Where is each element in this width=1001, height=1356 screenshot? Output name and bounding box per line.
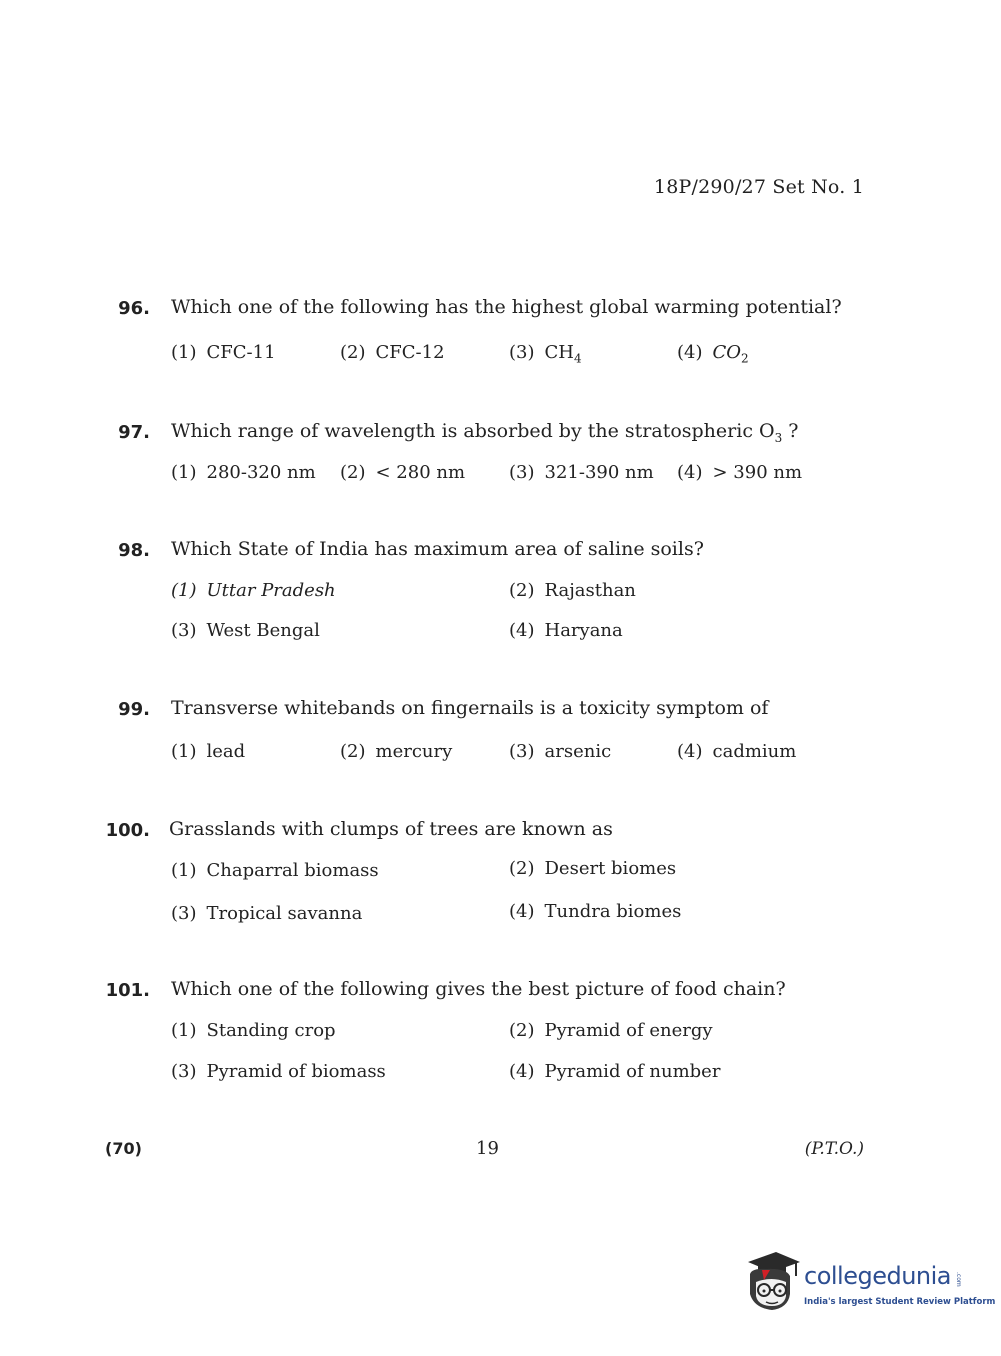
paper-code: 18P/290/27 Set No. 1 [653,176,864,198]
option-1: (1) 280-320 nm [171,462,316,483]
mascot-icon [742,1250,802,1320]
question-number: 98. [118,540,150,561]
collegedunia-logo [742,1250,996,1320]
option-4: (4) > 390 nm [677,462,803,483]
option-2: (2) Desert biomes [509,858,677,879]
option-2: (2) Pyramid of energy [509,1020,713,1041]
option-3: (3) West Bengal [171,620,320,641]
question-number: 99. [118,699,150,720]
option-1: (1) Uttar Pradesh [171,580,336,601]
option-3: (3) 321-390 nm [509,462,654,483]
question-number: 97. [118,422,150,443]
question-text: Which State of India has maximum area of saline soils? [171,538,704,560]
question-text: Transverse whitebands on fingernails is a toxicity symptom of [171,697,769,719]
option-4: (4) Pyramid of number [509,1061,721,1082]
option-1: (1) Standing crop [171,1020,336,1041]
logo-wordmark: collegedunia [804,1262,952,1290]
question-text: Which one of the following has the highest global warming potential? [171,296,842,318]
footer-code: (70) [105,1139,142,1158]
question-number: 96. [118,298,150,319]
option-3: (3) $CH_4$ [509,342,582,366]
question-number: 101. [105,980,150,1001]
logo-suffix: .com [955,1272,962,1287]
pto-label: (P.T.O.) [804,1139,864,1159]
option-3: (3) Tropical savanna [171,903,363,924]
option-3: (3) arsenic [509,741,612,762]
option-4: (4) Haryana [509,620,623,641]
option-2: (2) < 280 nm [340,462,466,483]
option-3: (3) Pyramid of biomass [171,1061,386,1082]
question-text: Which range of wavelength is absorbed by the stratospheric $O_3$ ? [171,420,799,445]
option-4: (4) $CO_2$ [677,342,749,366]
question-number: 100. [105,820,150,841]
option-4: (4) Tundra biomes [509,901,682,922]
option-1: (1) lead [171,741,246,762]
option-2: (2) CFC-12 [340,342,445,363]
page-number: 19 [476,1138,499,1159]
option-2: (2) Rajasthan [509,580,636,601]
question-text: Which one of the following gives the best picture of food chain? [171,978,786,1000]
question-text: Grasslands with clumps of trees are known as [169,818,613,840]
option-2: (2) mercury [340,741,453,762]
option-1: (1) CFC-11 [171,342,276,363]
logo-tagline: India's largest Student Review Platform [804,1297,996,1307]
option-4: (4) cadmium [677,741,797,762]
option-1: (1) Chaparral biomass [171,860,379,881]
